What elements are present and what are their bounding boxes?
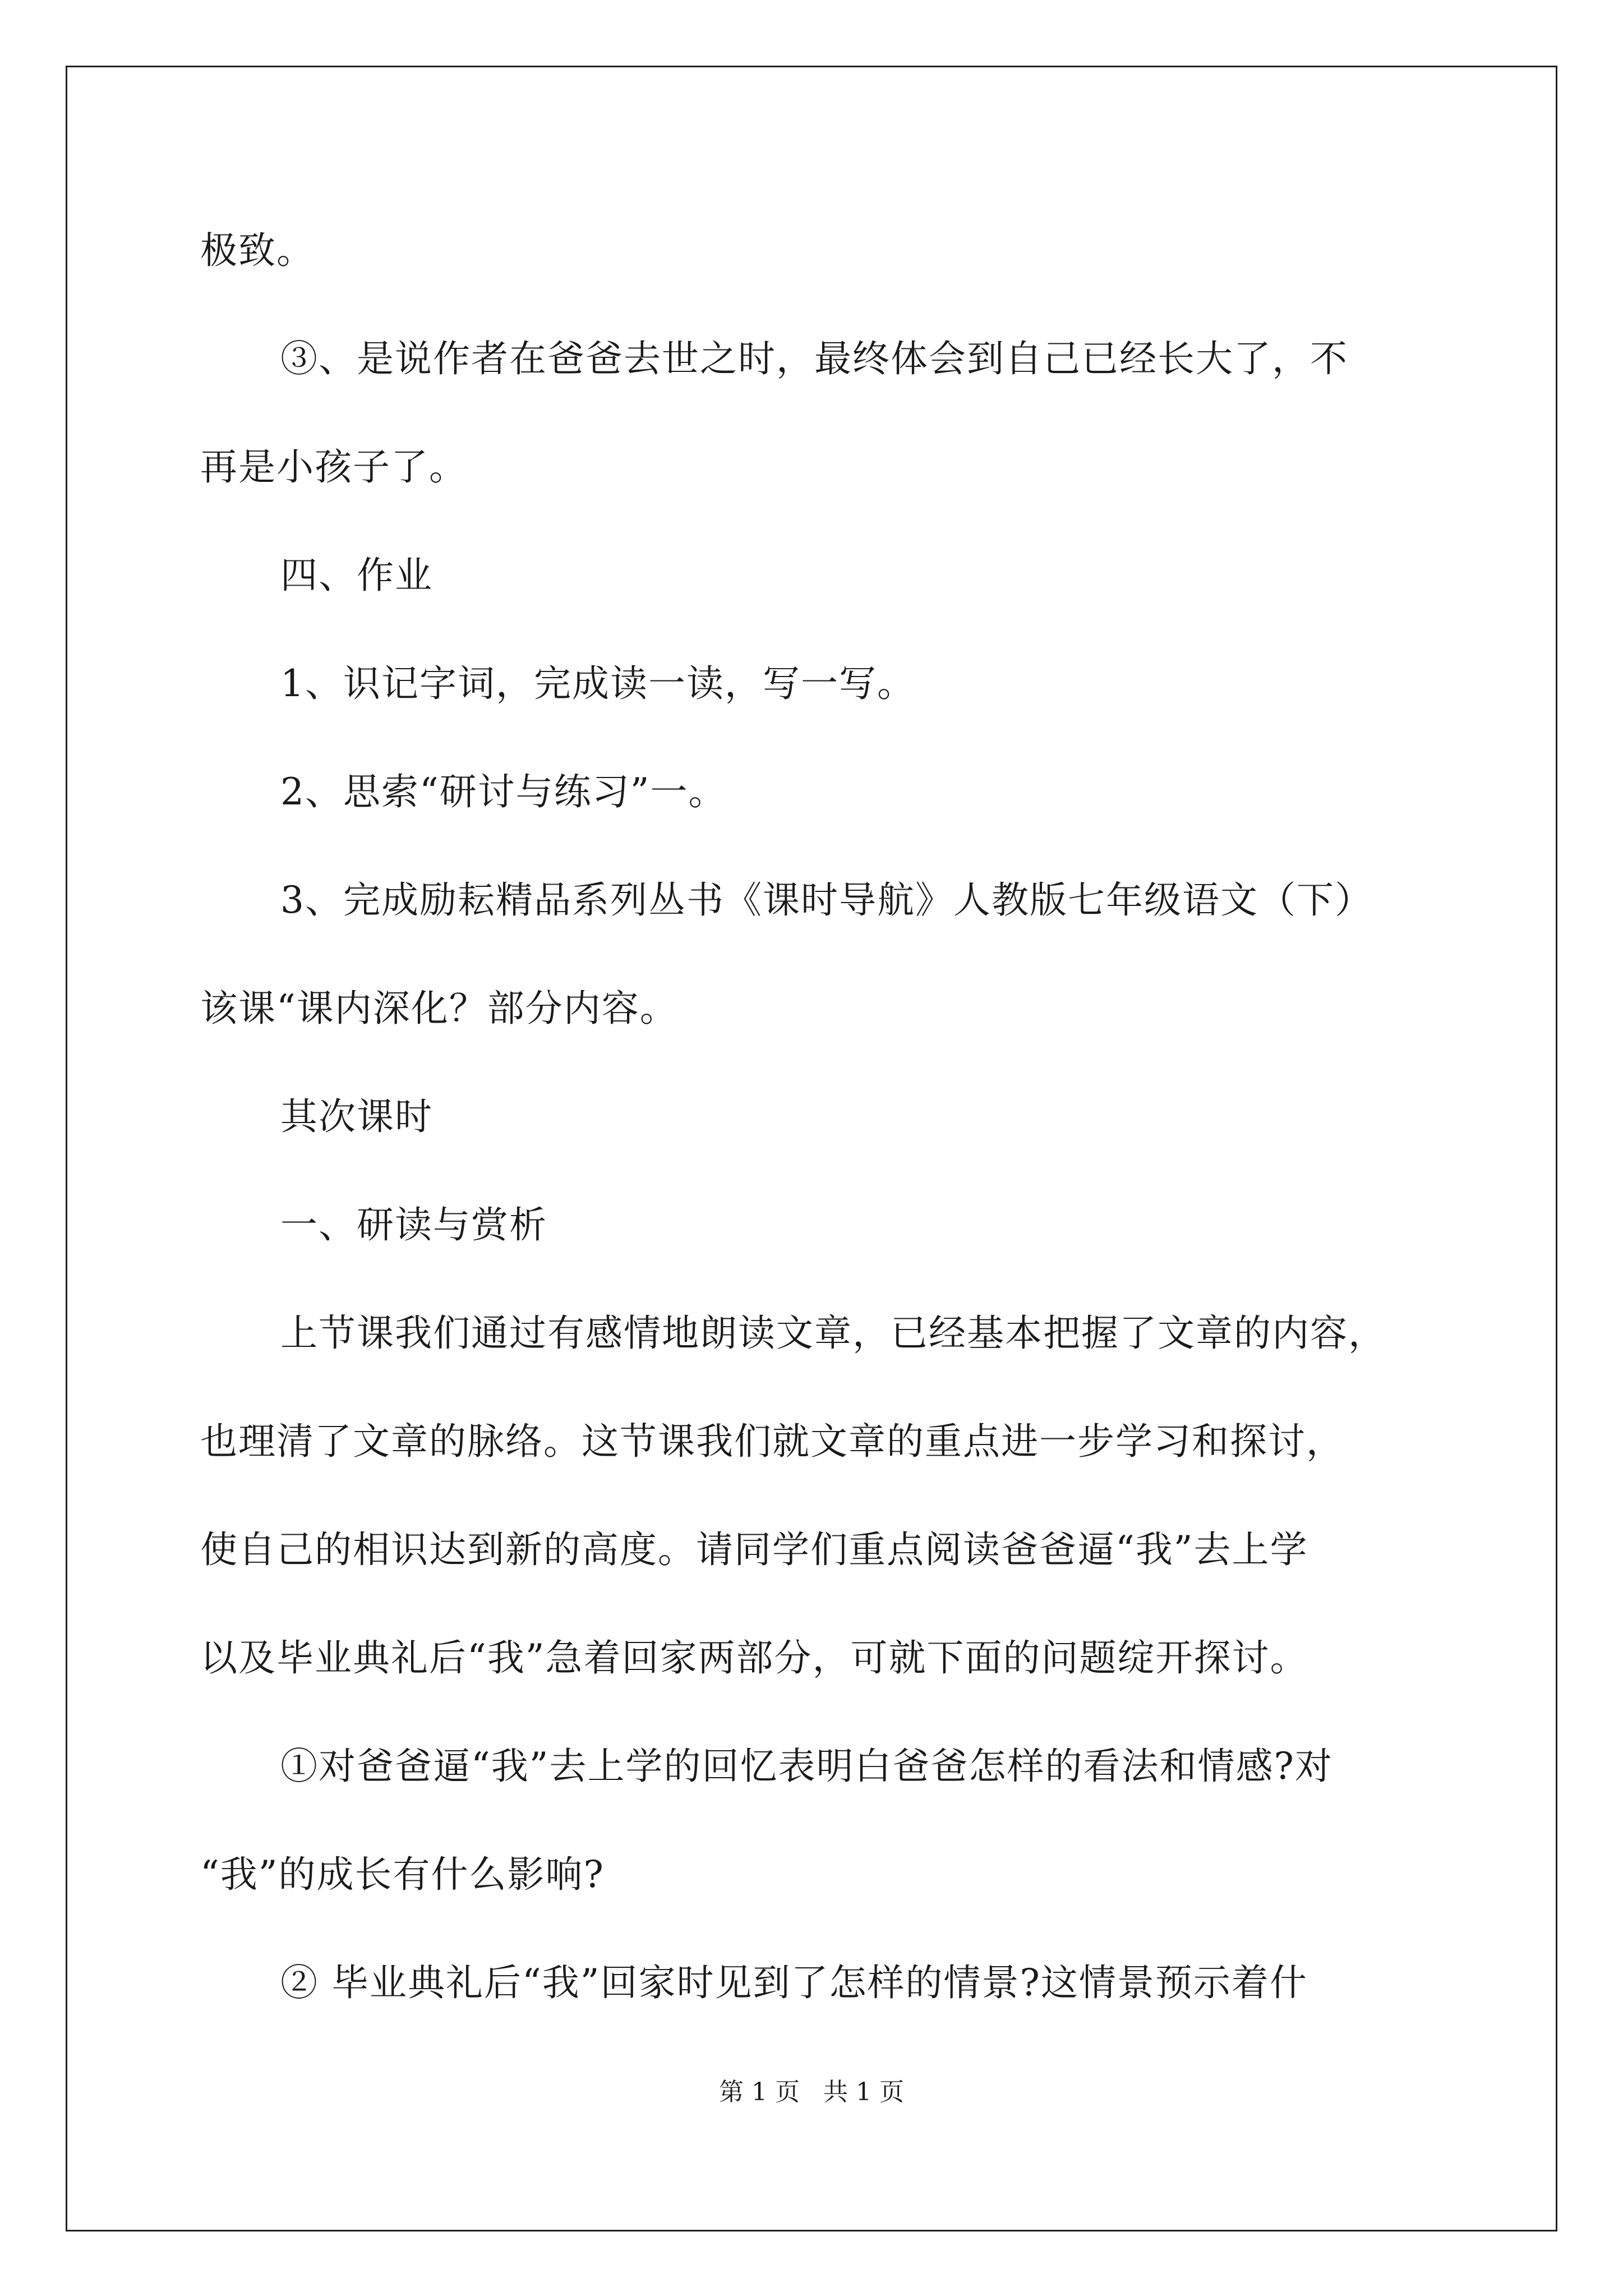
page-number: 第 1 页 [719,2078,800,2106]
text-line: 1、识记字词，完成读一读，写一写。 [280,662,915,705]
text-line: 以及毕业典礼后“我”急着回家两部分，可就下面的问题绽开探讨。 [200,1636,1308,1680]
text-line: “我”的成长有什么影响? [200,1853,605,1896]
page-footer [0,2076,1623,2109]
page-total: 共 1 页 [823,2078,904,2106]
text-line: ② 毕业典礼后“我”回家时见到了怎样的情景?这情景预示着什 [280,1961,1308,2004]
page-border [66,66,1557,2231]
text-line: 2、思索“研讨与练习”一。 [280,770,727,813]
text-line: ①对爸爸逼“我”去上学的回忆表明白爸爸怎样的看法和情感?对 [280,1745,1333,1788]
text-line: 该课“课内深化？部分内容。 [200,987,678,1030]
section-heading: 其次课时 [280,1095,433,1138]
text-line: 上节课我们通过有感情地朗读文章，已经基本把握了文章的内容， [280,1312,1386,1355]
text-line: 也理清了文章的脉络。这节课我们就文章的重点进一步学习和探讨， [200,1420,1344,1463]
text-line: 再是小孩子了。 [200,445,467,489]
text-line: 3、完成励耘精品系列丛书《课时导航》人教版七年级语文（下） [280,878,1373,922]
text-line: 极致。 [200,229,315,272]
text-line: 使自己的相识达到新的高度。请同学们重点阅读爸爸逼“我”去上学 [200,1528,1308,1571]
section-heading: 四、作业 [280,554,433,597]
section-heading: 一、研读与赏析 [280,1203,547,1246]
text-line: ③、是说作者在爸爸去世之时，最终体会到自己已经长大了，不 [280,337,1348,380]
